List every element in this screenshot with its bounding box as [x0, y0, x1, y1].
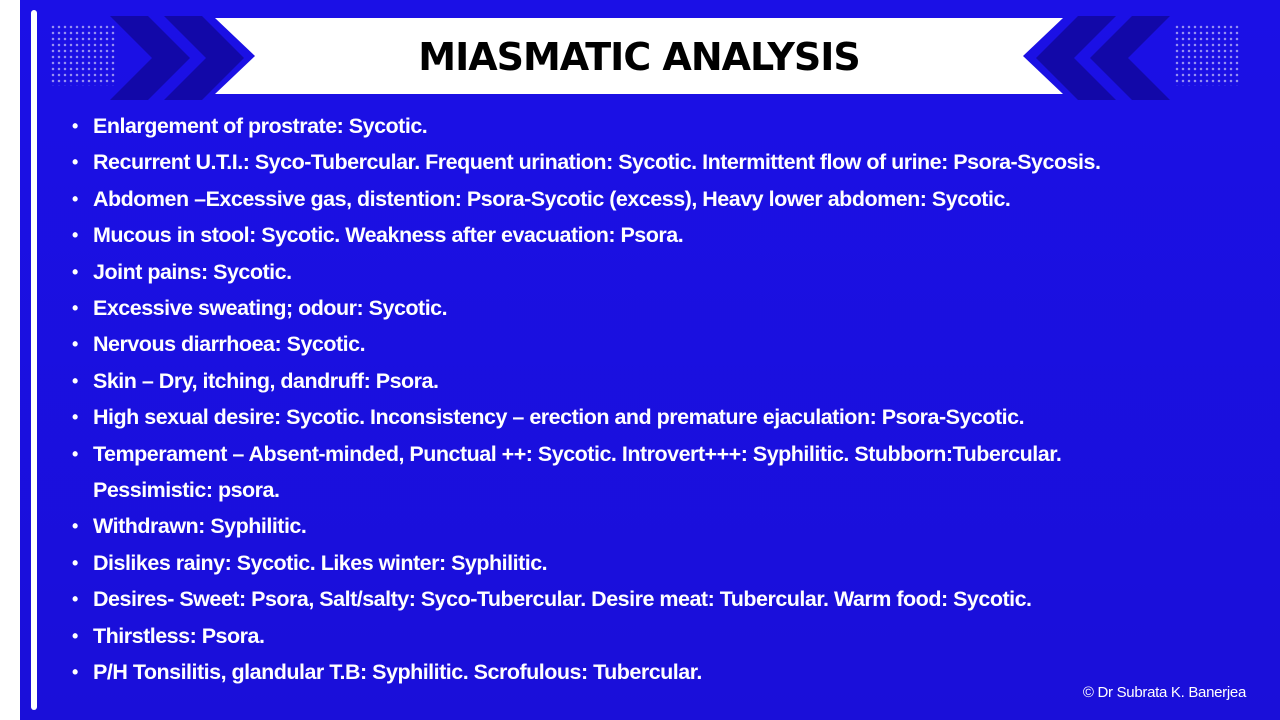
copyright-notice: © Dr Subrata K. Banerjea [1082, 684, 1246, 701]
bullet-dot-icon: • [72, 625, 78, 646]
list-item-text: Excessive sweating; odour: Sycotic. [93, 296, 448, 321]
page-title: MIASMATIC ANALYSIS [418, 35, 860, 79]
list-item [70, 581, 1275, 617]
list-item [70, 290, 1275, 326]
list-item-text: Enlargement of prostrate: Sycotic. [93, 114, 428, 138]
list-item [70, 436, 1275, 509]
bullet-dot-icon: • [72, 152, 78, 173]
list-item-text: Joint pains: Sycotic. [93, 259, 292, 284]
bullet-dot-icon: • [72, 370, 78, 391]
list-item-text: Mucous in stool: Sycotic. Weakness after evacuation: Psora. [93, 223, 684, 248]
list-item [70, 144, 1275, 180]
list-item [70, 399, 1275, 435]
list-item-text: Skin – Dry, itching, dandruff: Psora. [93, 368, 439, 393]
list-item-text: Temperament – Absent-minded, Punctual ++: Sycotic. Introvert+++: Syphilitic. Stubborn:Tubercular. [93, 441, 1062, 466]
list-item [70, 326, 1275, 362]
bullet-dot-icon: • [72, 516, 78, 537]
bullet-dot-icon: • [72, 443, 78, 464]
bullet-dot-icon: • [72, 298, 78, 319]
list-item [70, 363, 1275, 399]
list-item [70, 181, 1275, 217]
list-item-text: Thirstless: Psora. [93, 623, 265, 648]
list-item-text: Nervous diarrhoea: Sycotic. [93, 332, 366, 357]
bullet-dot-icon: • [72, 589, 78, 610]
list-item [70, 108, 1275, 144]
left-accent-line [31, 10, 37, 710]
list-item [70, 508, 1275, 544]
bullet-dot-icon: • [72, 662, 78, 683]
bullet-dot-icon: • [72, 225, 78, 246]
list-item [70, 217, 1275, 253]
bullet-dot-icon: • [72, 188, 78, 209]
list-item-text: High sexual desire: Sycotic. Inconsistency – erection and premature ejaculation: Psora-Sycotic. [93, 405, 1025, 430]
bullet-dot-icon: • [72, 552, 78, 573]
list-item-text: Abdomen –Excessive gas, distention: Psora-Sycotic (excess), Heavy lower abdomen: Sycotic. [93, 186, 1011, 211]
list-item [70, 618, 1275, 654]
bullet-list [70, 108, 1275, 691]
dot-pattern-left [50, 24, 116, 86]
list-item-text: Recurrent U.T.I.: Syco-Tubercular. Frequent urination: Sycotic. Intermittent flow of urine: Psora-Sycosis. [93, 150, 1101, 175]
list-item-text: Withdrawn: Syphilitic. [93, 514, 307, 539]
dot-pattern-right [1174, 24, 1240, 86]
list-item-continuation: Pessimistic: psora. [93, 478, 280, 503]
list-item-text: P/H Tonsilitis, glandular T.B: Syphilitic. Scrofulous: Tubercular. [93, 660, 702, 685]
left-accent-bar [0, 0, 20, 720]
list-item-text: Dislikes rainy: Sycotic. Likes winter: Syphilitic. [93, 550, 548, 575]
list-item [70, 254, 1275, 290]
bullet-dot-icon: • [72, 261, 78, 282]
bullet-dot-icon: • [72, 407, 78, 428]
bullet-dot-icon: • [72, 116, 78, 136]
bullet-dot-icon: • [72, 334, 78, 355]
list-item [70, 545, 1275, 581]
list-item-text: Desires- Sweet: Psora, Salt/salty: Syco-Tubercular. Desire meat: Tubercular. Warm food: Sycotic. [93, 587, 1032, 612]
